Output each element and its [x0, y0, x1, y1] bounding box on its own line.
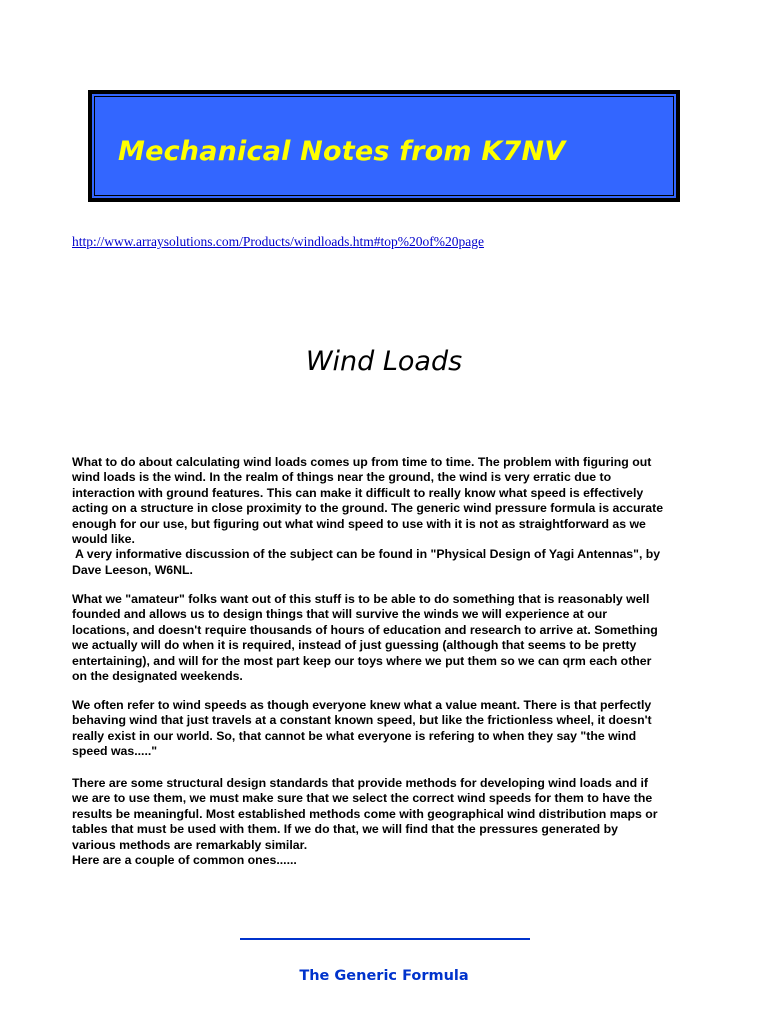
paragraph-line: we actually will do when it is required, instead of just guessing (although that seems to be pretty — [72, 638, 637, 653]
divider-segment — [472, 938, 530, 940]
paragraph-line: speed was....." — [72, 744, 158, 759]
paragraph-line: enough for our use, but figuring out what wind speed to use with it is not as straightforward as we — [72, 516, 646, 531]
paragraph-wind-speeds — [72, 698, 704, 760]
source-url-link[interactable]: http://www.arraysolutions.com/Products/windloads.htm#top%20of%20page — [72, 234, 484, 249]
paragraph-line: tables that must be used with them. If we do that, we will find that the pressures generated by — [72, 822, 618, 837]
paragraph-line: What to do about calculating wind loads comes up from time to time. The problem with figuring out — [72, 455, 652, 469]
title-banner — [88, 90, 680, 202]
divider-segment — [356, 938, 414, 940]
divider-segment — [414, 938, 472, 940]
paragraph-line: interaction with ground features. This can make it difficult to really know what speed is effectively — [72, 485, 644, 500]
paragraph-line: results be meaningful. Most established methods come with geographical wind distribution maps or — [72, 806, 658, 821]
banner-title: Mechanical Notes from K7NV — [118, 136, 566, 167]
document-title: Wind Loads — [305, 346, 463, 377]
paragraph-line: various methods are remarkably similar. — [72, 837, 308, 852]
paragraph-line: would like. — [72, 532, 135, 547]
paragraph-line: founded and allows us to design things that will survive the winds we will experience at our — [72, 607, 608, 622]
paragraph-line: acting on a structure in close proximity to the ground. The generic wind pressure formula is accurate — [72, 501, 664, 516]
paragraph-line: What we "amateur" folks want out of this stuff is to be able to do something that is reasonably well — [72, 592, 650, 606]
section-heading: The Generic Formula — [299, 968, 469, 984]
paragraph-standards — [72, 776, 704, 868]
divider-segment — [298, 938, 356, 940]
paragraph-line: wind loads is the wind. In the realm of things near the ground, the wind is very erratic due to — [72, 470, 612, 485]
paragraph-line: A very informative discussion of the subject can be found in "Physical Design of Yagi Antennas", by — [72, 547, 661, 562]
paragraph-line: Here are a couple of common ones...... — [72, 853, 297, 868]
paragraph-line: There are some structural design standards that provide methods for developing wind loads and if — [72, 776, 649, 790]
paragraph-line: We often refer to wind speeds as though everyone knew what a value meant. There is that perfectly — [72, 698, 652, 712]
paragraph-line: behaving wind that just travels at a constant known speed, but like the frictionless wheel, it doesn't — [72, 713, 652, 728]
paragraph-line: we are to use them, we must make sure that we select the correct wind speeds for them to have the — [72, 791, 653, 806]
paragraph-amateur — [72, 592, 704, 684]
paragraph-line: entertaining), and will for the most part keep our toys where we put them so we can qrm each other — [72, 653, 652, 668]
paragraph-line: on the designated weekends. — [72, 669, 243, 684]
paragraph-line: Dave Leeson, W6NL. — [72, 562, 193, 577]
paragraph-intro — [72, 455, 704, 578]
paragraph-line: locations, and doesn't require thousands of hours of education and research to arrive at. Something — [72, 622, 658, 637]
divider-segment — [240, 938, 298, 940]
paragraph-line: really exist in our world. So, that cannot be what everyone is refering to when they say "the wind — [72, 728, 637, 743]
